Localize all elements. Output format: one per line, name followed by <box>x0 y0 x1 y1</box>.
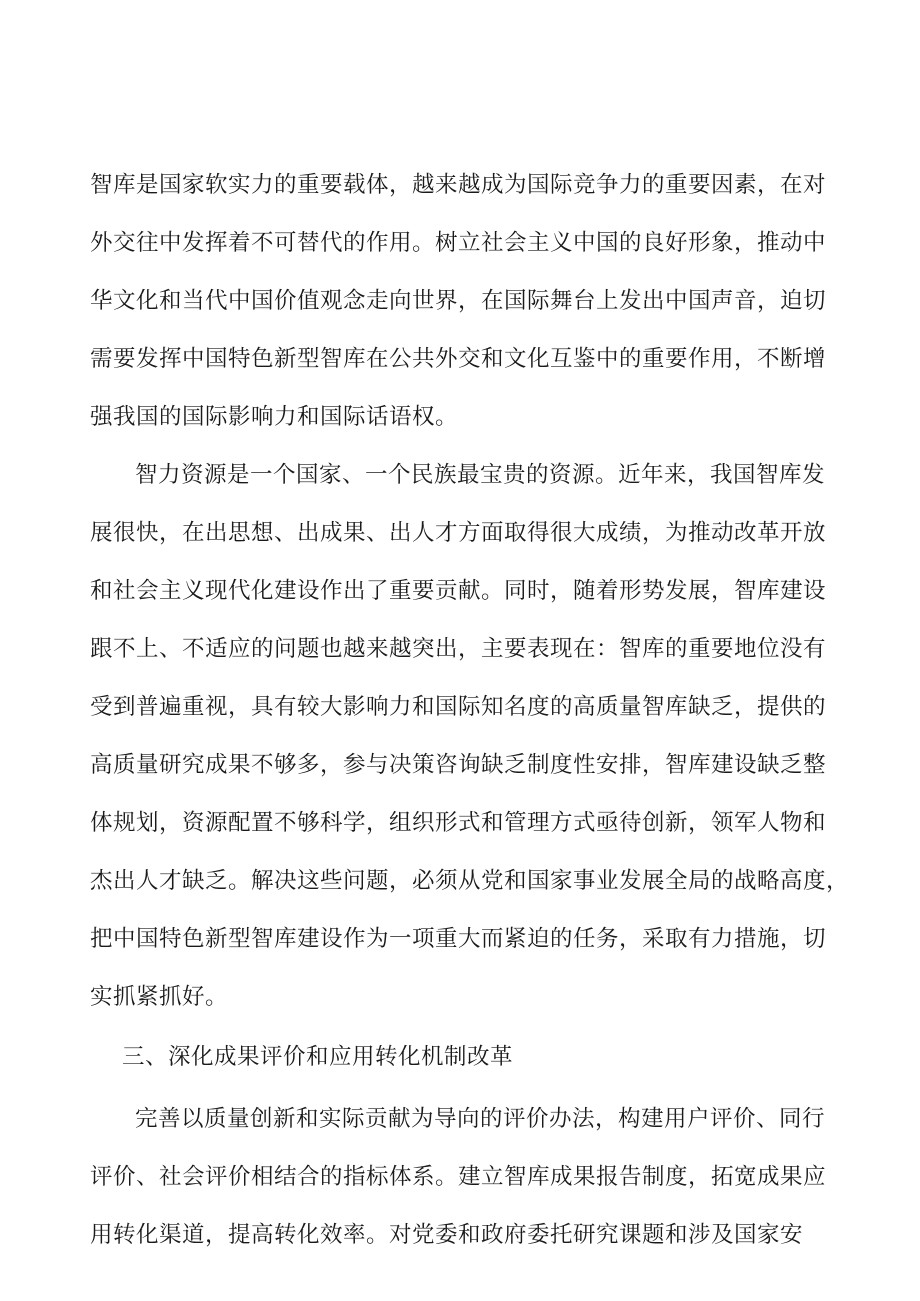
paragraph-line: 强我国的国际影响力和国际话语权。 <box>90 404 459 430</box>
paragraph-line: 完善以质量创新和实际贡献为导向的评价办法，构建用户评价、同行 <box>135 1106 826 1132</box>
paragraph-line: 实抓紧抓好。 <box>90 984 229 1010</box>
paragraph-line: 受到普遍重视，具有较大影响力和国际知名度的高质量智库缺乏，提供的 <box>90 694 827 720</box>
paragraph-line: 外交往中发挥着不可替代的作用。树立社会主义中国的良好形象，推动中 <box>90 230 827 256</box>
paragraph-line: 用转化渠道，提高转化效率。对党委和政府委托研究课题和涉及国家安 <box>90 1222 804 1248</box>
paragraph-line: 和社会主义现代化建设作出了重要贡献。同时，随着形势发展，智库建设 <box>90 578 827 604</box>
paragraph-line: 智库是国家软实力的重要载体，越来越成为国际竞争力的重要因素，在对 <box>90 172 827 198</box>
paragraph-line: 跟不上、不适应的问题也越来越突出，主要表现在：智库的重要地位没有 <box>90 636 827 662</box>
paragraph-line: 杰出人才缺乏。解决这些问题，必须从党和国家事业发展全局的战略高度， <box>90 868 850 894</box>
paragraph-line: 体规划，资源配置不够科学，组织形式和管理方式亟待创新，领军人物和 <box>90 810 827 836</box>
paragraph-line: 展很快，在出思想、出成果、出人才方面取得很大成绩，为推动改革开放 <box>90 520 827 546</box>
paragraph-line: 把中国特色新型智库建设作为一项重大而紧迫的任务，采取有力措施，切 <box>90 926 827 952</box>
paragraph-line: 高质量研究成果不够多，参与决策咨询缺乏制度性安排，智库建设缺乏整 <box>90 752 827 778</box>
paragraph-line: 智力资源是一个国家、一个民族最宝贵的资源。近年来，我国智库发 <box>135 462 826 488</box>
paragraph-line: 评价、社会评价相结合的指标体系。建立智库成果报告制度，拓宽成果应 <box>90 1164 827 1190</box>
paragraph-line: 华文化和当代中国价值观念走向世界，在国际舞台上发出中国声音，迫切 <box>90 288 827 314</box>
paragraph-line: 需要发挥中国特色新型智库在公共外交和文化互鉴中的重要作用，不断增 <box>90 346 827 372</box>
section-heading: 三、深化成果评价和应用转化机制改革 <box>122 1044 514 1070</box>
